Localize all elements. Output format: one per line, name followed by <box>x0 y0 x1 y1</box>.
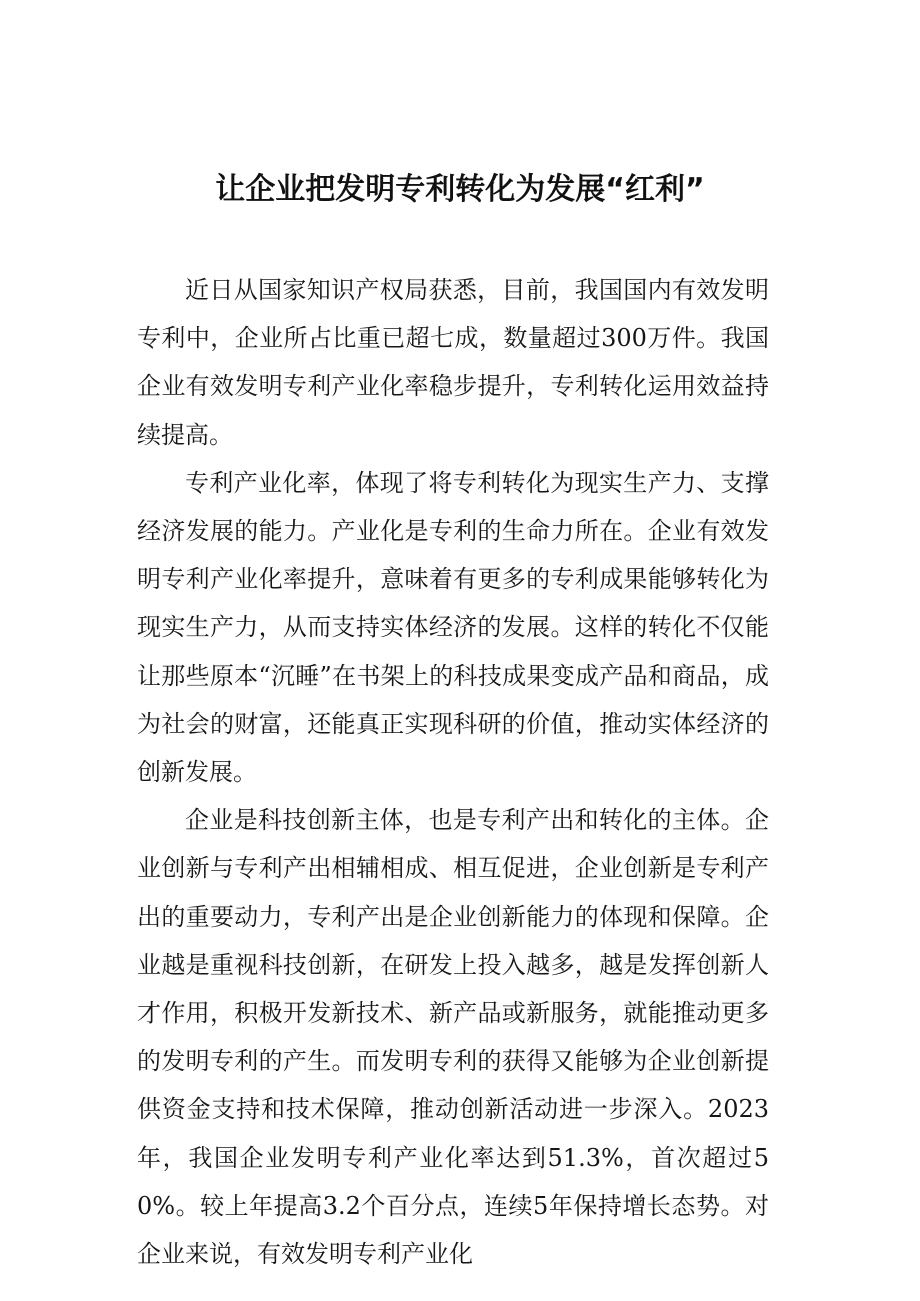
article-title: 让企业把发明专利转化为发展“红利” <box>215 172 705 207</box>
paragraph-3: 企业是科技创新主体，也是专利产出和转化的主体。企业创新与专利产出相辅相成、相互促进，企业创新是专利产出的重要动力，专利产出是企业创新能力的体现和保障。企业越是重视科技创新，在研发上投入越多，越是发挥创新人才作用，积极开发新技术、新产品或新服务，就能推动更多的发明专利的产生。而发明专利的获得又能够为企业创新提供资金支持和技术保障，推动创新活动进一步深入。2023年，我国企业发明专利产业化率达到51.3%，首次超过50%。较上年提高3.2个百分点，连续5年保持增长态势。对企业来说，有效发明专利产业化 <box>137 806 769 1269</box>
paragraph-1: 近日从国家知识产权局获悉，目前，我国国内有效发明专利中，企业所占比重已超七成，数量超过300万件。我国企业有效发明专利产业化率稳步提升，专利转化运用效益持续提高。 <box>137 276 769 449</box>
article-body <box>137 266 769 1278</box>
paragraph-2: 专利产业化率，体现了将专利转化为现实生产力、支撑经济发展的能力。产业化是专利的生命力所在。企业有效发明专利产业化率提升，意味着有更多的专利成果能够转化为现实生产力，从而支持实体经济的发展。这样的转化不仅能让那些原本“沉睡”在书架上的科技成果变成产品和商品，成为社会的财富，还能真正实现科研的价值，推动实体经济的创新发展。 <box>137 468 769 787</box>
